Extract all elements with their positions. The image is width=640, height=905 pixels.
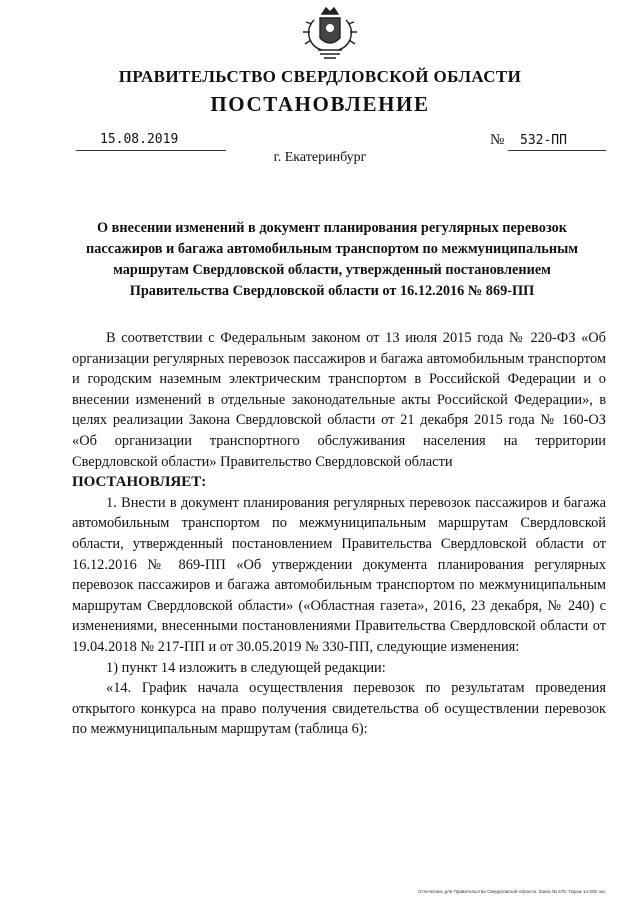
document-date: 15.08.2019 — [100, 132, 179, 147]
document-number: 532-ПП — [520, 133, 567, 148]
organization-name: ПРАВИТЕЛЬСТВО СВЕРДЛОВСКОЙ ОБЛАСТИ — [118, 67, 522, 86]
print-footer: Отпечатано для Правительства Свердловской области. Заказ № 578. Тираж 14 000 экз. — [418, 889, 607, 894]
number-sign: № — [490, 132, 505, 148]
document-kind: ПОСТАНОВЛЕНИЕ — [210, 92, 430, 116]
preamble-paragraph: В соответствии с Федеральным законом от 13 июля 2015 года № 220-ФЗ «Об организации регулярных перевозок пассажиров и багажа автомобильным транспортом и городским наземным электрическим транспортом в Российской Федерации и о внесении изменений в отдельные законодательные акты Российской Федерации», в целях реализации Закона Свердловской области от 21 декабря 2015 года № 160-ОЗ «Об организации транспортного обслуживания населения на территории Свердловской области» Правительство Свердловской области — [72, 330, 606, 470]
quote-paragraph: «14. График начала осуществления перевозок по результатам проведения открытого конкурса на право получения свидетельства об осуществлении перевозок по межмуниципальным маршрутам (таблица 6): — [72, 680, 606, 738]
city: г. Екатеринбург — [273, 150, 367, 165]
coat-of-arms-icon — [300, 4, 360, 60]
document-body — [72, 328, 606, 740]
document-title: О внесении изменений в документ планирования регулярных перевозок пассажиров и багажа автомобильным транспортом по межмуниципальным маршрутам Свердловской области, утвержденный постановлением Правительства Свердловской области от 16.12.2016 № 869-ПП — [85, 220, 578, 299]
decree-heading: ПОСТАНОВЛЯЕТ: — [72, 474, 207, 491]
item-1-paragraph: 1. Внести в документ планирования регулярных перевозок пассажиров и багажа автомобильным транспортом по межмуниципальным маршрутам Свердловской области, утвержденный постановлением Правительства Свердловской области от 16.12.2016 № 869-ПП «Об утверждении документа планирования регулярных перевозок пассажиров и багажа автомобильным транспортом по межмуниципальным маршрутам Свердловской области» («Областная газета», 2016, 23 декабря, № 240) с изменениями, внесенными постановлениями Правительства Свердловской области от 19.04.2018 № 217-ПП и от 30.05.2019 № 330-ПП, следующие изменения: — [72, 494, 606, 655]
subitem-1-paragraph: 1) пункт 14 изложить в следующей редакции: — [106, 659, 386, 676]
